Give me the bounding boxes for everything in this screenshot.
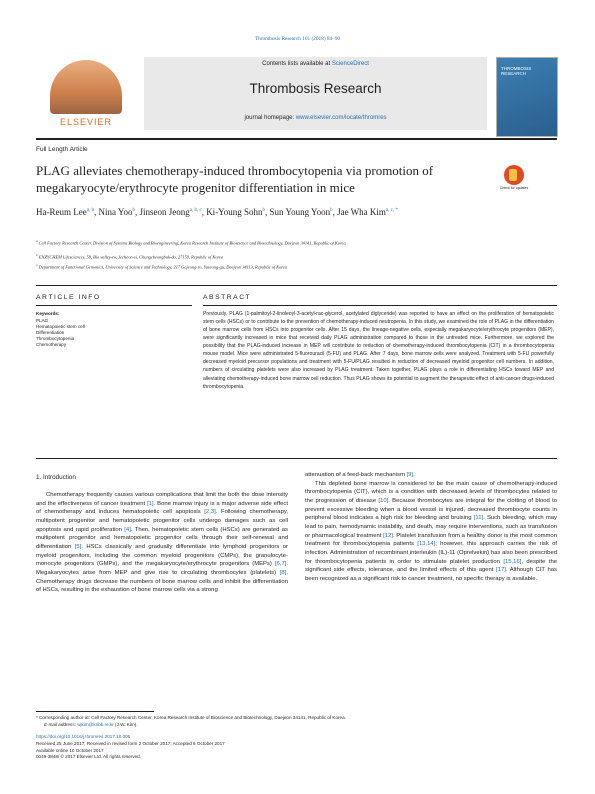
journal-title: Thrombosis Research	[249, 81, 382, 96]
left-column	[36, 491, 288, 595]
affiliation-a: $^a$ Cell Factory Research Center, Division of Systems Biology and Bioengineering, Korea Research Institute of Bioscience and Biotechnology, Daejeon 34141, Republic of Korea	[36, 239, 346, 246]
author-affiliation-marker[interactable]: b	[330, 208, 333, 213]
contents-line	[144, 61, 487, 67]
intro-paragraph-1: Chemotherapy frequently causes various complications that limit the both the dose intensity and the effectiveness of cancer treatment [1]. Bone marrow injury is a major adverse side effect of chemotherapy and induces hematopoietic cell apoptosis [2,3]. Following chemotherapy, multipotent progenitor and hematopoietic progenitor cells undergo damages such as cell apoptosis and rapid proliferation [4]. Then, hematopoietic stem cells (HSCs) are generated as multipotent progenitor and hematopoietic progenitor cells through their self-renewal and differentiation [5]. HSCs classically and gradually differentiate into lymphoid progenitors or myeloid progenitors, including the common myeloid progenitors (CMPs), the granulocyte-monocyte progenitors (GMPs), and the megakaryocyte/erythrocyte progenitors (MEPs) [6,7]. Megakaryocytes arise from MEP and give rise to circulating thrombocytes (platelets) [8]. Chemotherapy drugs decrease the numbers of bone marrow cells and inhibit the differentiation of HSCs, resulting in the exhaustion of bone marrow cells via a strong	[36, 492, 289, 594]
keywords-label: Keywords:	[36, 311, 60, 316]
author-affiliation-marker[interactable]: b	[262, 208, 266, 213]
bookmark-icon	[509, 169, 517, 181]
author-name[interactable]: Nina Yoo	[98, 207, 133, 217]
header-divider	[36, 138, 557, 140]
abstract-bottom-rule	[36, 458, 557, 459]
journal-header-box	[144, 57, 487, 130]
online-date: Available online 10 October 2017	[36, 747, 104, 753]
publisher-name: ELSEVIER	[59, 117, 113, 127]
article-title: PLAG alleviates chemotherapy-induced thrombocytopenia via promotion of megakaryocyte/erythrocyte progenitor differentiation in mice	[36, 163, 434, 195]
copyright-line: 0049-3848/ © 2017 Elsevier Ltd. All rights reserved.	[36, 754, 142, 760]
keyword-item: Chemotherapy	[36, 342, 67, 347]
article-type: Full Length Article	[36, 146, 88, 153]
author-affiliation-marker[interactable]: a, b, c	[189, 208, 202, 213]
elsevier-logo	[36, 60, 136, 128]
doi-link[interactable]: https://doi.org/10.1016/j.thromres.2017.10.005	[36, 733, 131, 739]
keyword-item: Thrombocytopenia	[36, 336, 75, 341]
homepage-line	[144, 115, 487, 121]
email-link[interactable]: wjkim@kribb.re.kr	[77, 721, 114, 727]
author-list: Ha-Reum Lee$^{a, b}$, Nina Yoo$^b$, Jinseon Jeong$^{a, b, c}$, Ki-Young Sohn$^b$, Sun Young Yoon$^b$, Jae Wha Kim$^{a, c, *}$	[36, 207, 398, 217]
abstract-heading: ABSTRACT	[203, 294, 252, 301]
tree-icon	[50, 60, 122, 114]
citation-ref[interactable]: [8]	[279, 570, 287, 577]
citation-ref[interactable]: [4]	[124, 526, 131, 533]
check-for-updates-badge[interactable]	[499, 165, 529, 193]
homepage-link[interactable]: www.elsevier.com/locate/thromres	[295, 115, 387, 121]
author-name[interactable]: Sun Young Yoon	[269, 207, 331, 217]
author-name[interactable]: Jinseon Jeong	[139, 207, 190, 217]
affiliation-b: $^b$ ENZYCHEM Lifesciences, 59, Bio valley-ro, Jecheon-si, Chungcheongbuk-do, 27159, Republic of Korea	[36, 253, 224, 260]
keyword-item: Hematopoietic stem cell	[36, 324, 85, 329]
author-name[interactable]: Ki-Young Sohn	[206, 207, 263, 217]
author-name[interactable]: Jae Wha Kim	[337, 207, 386, 217]
citation-ref[interactable]: [12]	[383, 532, 393, 539]
email-suffix: (J.W. Kim).	[113, 721, 138, 727]
intro-paragraph-1-continued: attenuation of a feed-back mechanism [9].	[305, 472, 415, 478]
corresponding-author-note: * Corresponding author at: Cell Factory Research Center, Korea Research Institute of Bioscience and Biotechnology, Daejeon 34141, Republic of Korea.	[36, 715, 346, 720]
article-info-heading: ARTICLE INFO	[36, 294, 101, 301]
journal-masthead	[36, 57, 557, 137]
author-name[interactable]: Ha-Reum Lee	[36, 207, 87, 217]
footnotes	[36, 715, 557, 761]
affiliation-c: $^c$ Department of Functional Genomics, University of Science and Technology, 217 Gajeong-ro, Yuseong-gu, Daejeon 34113, Republic of Korea	[36, 263, 288, 270]
cover-title: THROMBOSIS RESEARCH	[501, 66, 532, 77]
section-divider	[36, 285, 557, 286]
citation-ref[interactable]: [1]	[147, 500, 154, 507]
homepage-prefix: journal homepage:	[244, 115, 296, 121]
journal-cover-image	[496, 57, 558, 137]
citation-ref[interactable]: [9]	[406, 472, 414, 478]
abstract-text: Previously, PLAG (1-palmitoyl-2-linoleoyl-3-acetyl-rac-glycerol, acetylated diglyceride) was reported to have an effect on the proliferation of hematopoietic stem cells (HSCs) or to contribute to the prevention of chemotherapy-induced neutropenia. In this study, we examined the role of PLAG in the differentiation of bone marrow cells from HSCs into progenitor cells. After 15 days, the lineage-negative cells, especially megakaryocyte/erythrocyte progenitors (MEP), were significantly increased in mice that received daily PLAG administration compared to those in the untreated mice. Furthermore, we explored the possibility that the PLAG-induced increase in MEP will contribute to reduction of chemotherapy-induced thrombocytopenia (CIT) in a thrombocytopenia mouse model. Mice were administrated 5-fluorouracil (5-FU) and PLAG. After 7 days, bone marrow cells were analyzed. Treatment with 5-FU powerfully decreased myeloid precursor populations and treatment with 5-FU/PLAG resulted in reduction of decreased myeloid progenitor cell numbers. In addition, numbers of circulating platelets were also increased by PLAG treatment. Taken together, PLAG plays a role in differentiating HSCs toward MEP and alleviating chemotherapy-induced bone marrow cell reduction. Thus PLAG shows its potential to augment the therapeutic effect of anti-cancer drugs-induced thrombocytopenia.	[203, 311, 554, 390]
intro-paragraph-2: This depleted bone marrow is considered to be the main cause of chemotherapy-induced thrombocytopenia (CIT), which is a condition with decreased levels of thrombocytes related to the progression of disease [10]. Because thrombocytes are integral for the clotting of blood to prevent excessive bleeding when a blood vessel is injured, decreased thrombocyte counts in peripheral blood indicates a high risk for bleeding and bruising [11]. Such bleeding, which may lead to pain, hemodynamic instability, and death, may require interventions, such as transfusion or pharmacological treatment [12]. Platelet transfusion from a healthy donor is the most common treatment for thrombocytopenia patients [13,14]; however, this approach carries the risk of infection. Administration of recombinant interleukin (IL)-11 (Oprelvekin) has also been prescribed for thrombocytopenia patients in order to stimulate platelet production [15,16], despite the significant side effects, tolerance, and the limited effects of this agent [17]. Although CIT has been recognized as a significant risk to cancer treatment, no specific therapy is available.	[305, 480, 558, 583]
citation-ref[interactable]: [11]	[473, 515, 484, 522]
footnote-rule	[36, 711, 154, 712]
citation-ref[interactable]: [15,16]	[503, 558, 522, 565]
author-affiliation-marker[interactable]: b	[132, 208, 135, 213]
citation-ref[interactable]: [5]	[74, 544, 82, 551]
sciencedirect-link[interactable]: ScienceDirect	[331, 61, 369, 67]
keyword-item: PLAG	[36, 318, 49, 323]
right-column	[305, 471, 557, 584]
citation-ref[interactable]: [17]	[496, 567, 506, 574]
received-dates: Received 25 June 2017; Received in revised form 2 October 2017; Accepted 6 October 2017	[36, 740, 225, 746]
contents-prefix: Contents lists available at	[262, 61, 332, 67]
citation-ref[interactable]: [13,14]	[417, 541, 436, 548]
email-line	[36, 722, 557, 729]
crossmark-label: Check for updates	[499, 186, 529, 190]
email-label: E-mail address:	[44, 721, 76, 727]
keyword-item: Differentiation	[36, 330, 65, 335]
journal-citation: Thrombosis Research 161 (2018) 84–90	[254, 36, 341, 42]
citation-ref[interactable]: [10]	[378, 498, 389, 505]
citation-ref[interactable]: [2,3]	[204, 509, 216, 516]
section-heading: 1. Introduction	[36, 474, 76, 481]
article-info-rule	[36, 305, 192, 306]
author-affiliation-marker[interactable]: a, b	[86, 208, 94, 213]
citation-ref[interactable]: [6,7]	[274, 561, 287, 568]
author-affiliation-marker[interactable]: a, c, *	[385, 208, 398, 213]
abstract-rule	[203, 305, 557, 306]
